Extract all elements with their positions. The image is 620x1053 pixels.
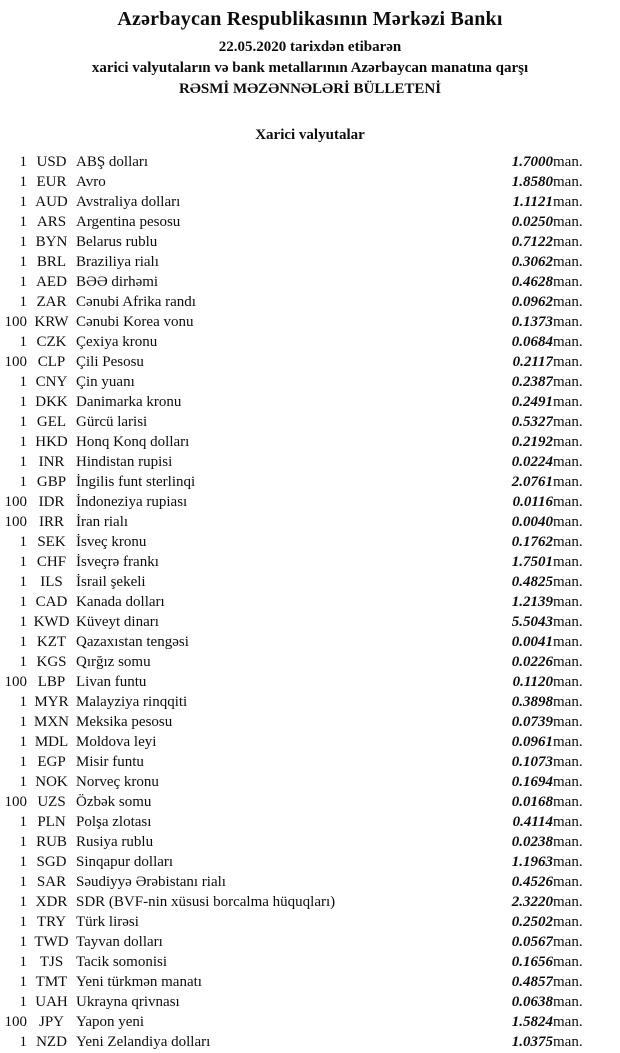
unit-cell: man. <box>553 794 583 810</box>
rate-cell: 1.8580 <box>511 174 553 190</box>
rate-cell: 2.0761 <box>511 474 553 490</box>
quantity-cell: 1 <box>19 534 27 550</box>
table-row <box>0 432 604 452</box>
rate-cell: 0.0238 <box>511 834 553 850</box>
currency-name-cell: Kanada dolları <box>76 594 165 610</box>
table-row <box>0 232 604 252</box>
rate-cell: 5.5043 <box>511 614 553 630</box>
unit-cell: man. <box>553 654 583 670</box>
currency-code-cell: KGS <box>36 654 67 670</box>
quantity-cell: 1 <box>19 474 27 490</box>
currency-code-cell: TWD <box>34 934 69 950</box>
quantity-cell: 100 <box>4 514 27 530</box>
currency-name-cell: Hindistan rupisi <box>76 454 173 470</box>
unit-cell: man. <box>553 294 583 310</box>
unit-cell: man. <box>553 734 583 750</box>
table-row <box>0 492 604 512</box>
unit-cell: man. <box>553 914 583 930</box>
unit-cell: man. <box>553 174 583 190</box>
table-row <box>0 312 604 332</box>
currency-name-cell: Gürcü larisi <box>76 414 148 430</box>
rate-cell: 0.2491 <box>511 394 553 410</box>
exchange-rates-table <box>0 152 604 1052</box>
currency-name-cell: Ukrayna qrivnası <box>76 994 180 1010</box>
currency-name-cell: Braziliya rialı <box>76 254 159 270</box>
currency-code-cell: GBP <box>36 474 67 490</box>
currency-code-cell: JPY <box>38 1014 64 1030</box>
currency-code-cell: RUB <box>36 834 67 850</box>
quantity-cell: 1 <box>19 814 27 830</box>
table-row <box>0 732 604 752</box>
currency-name-cell: Yeni Zelandiya dolları <box>76 1034 211 1050</box>
currency-code-cell: KWD <box>33 614 70 630</box>
currency-name-cell: Yeni türkmən manatı <box>76 974 202 990</box>
currency-code-cell: MXN <box>33 714 69 730</box>
currency-name-cell: Özbək somu <box>76 794 152 810</box>
table-row <box>0 332 604 352</box>
rate-cell: 1.1121 <box>512 194 553 210</box>
table-row <box>0 752 604 772</box>
unit-cell: man. <box>553 1014 583 1030</box>
currency-name-cell: ABŞ dolları <box>76 154 149 170</box>
currency-name-cell: İran rialı <box>76 514 129 530</box>
unit-cell: man. <box>553 454 583 470</box>
currency-name-cell: Avro <box>76 174 106 190</box>
currency-code-cell: NOK <box>35 774 68 790</box>
rate-cell: 0.2502 <box>511 914 553 930</box>
quantity-cell: 1 <box>19 154 27 170</box>
table-row <box>0 992 604 1012</box>
table-row <box>0 652 604 672</box>
table-row <box>0 1032 604 1052</box>
quantity-cell: 1 <box>19 914 27 930</box>
currency-code-cell: DKK <box>35 394 68 410</box>
unit-cell: man. <box>553 754 583 770</box>
currency-code-cell: CLP <box>37 354 66 370</box>
unit-cell: man. <box>553 214 583 230</box>
unit-cell: man. <box>553 334 583 350</box>
rate-cell: 0.4526 <box>511 874 553 890</box>
quantity-cell: 1 <box>19 654 27 670</box>
unit-cell: man. <box>553 154 583 170</box>
currency-code-cell: SEK <box>37 534 66 550</box>
unit-cell: man. <box>553 434 583 450</box>
quantity-cell: 1 <box>19 254 27 270</box>
currency-code-cell: IRR <box>38 514 64 530</box>
subject-line: xarici valyutaların və bank metallarının Azərbaycan manatına qarşı <box>91 60 529 76</box>
currency-name-cell: Avstraliya dolları <box>76 194 181 210</box>
rate-cell: 0.0224 <box>511 454 553 470</box>
table-row <box>0 272 604 292</box>
rate-cell: 0.7122 <box>511 234 553 250</box>
rate-cell: 1.5824 <box>511 1014 553 1030</box>
quantity-cell: 1 <box>19 214 27 230</box>
currency-code-cell: NZD <box>36 1034 67 1050</box>
quantity-cell: 1 <box>19 234 27 250</box>
rate-cell: 0.4857 <box>511 974 553 990</box>
unit-cell: man. <box>553 474 583 490</box>
quantity-cell: 1 <box>19 374 27 390</box>
quantity-cell: 1 <box>19 174 27 190</box>
rate-cell: 0.5327 <box>511 414 553 430</box>
currency-code-cell: BYN <box>35 234 68 250</box>
currency-code-cell: INR <box>38 454 65 470</box>
currency-code-cell: CNY <box>35 374 68 390</box>
quantity-cell: 1 <box>19 634 27 650</box>
rate-cell: 0.0739 <box>511 714 553 730</box>
currency-name-cell: Norveç kronu <box>76 774 159 790</box>
currency-name-cell: Moldova leyi <box>76 734 157 750</box>
table-row <box>0 252 604 272</box>
quantity-cell: 1 <box>19 1034 27 1050</box>
currency-code-cell: ZAR <box>36 294 67 310</box>
unit-cell: man. <box>553 494 583 510</box>
rate-cell: 0.0962 <box>511 294 553 310</box>
currency-name-cell: Meksika pesosu <box>76 714 173 730</box>
currency-name-cell: BƏƏ dirhəmi <box>76 274 159 290</box>
rate-cell: 0.3062 <box>511 254 553 270</box>
rate-cell: 0.1073 <box>511 754 553 770</box>
rate-cell: 0.0961 <box>511 734 553 750</box>
currency-name-cell: Türk lirəsi <box>76 914 139 930</box>
currency-name-cell: İsveç kronu <box>76 534 147 550</box>
currency-name-cell: Danimarka kronu <box>76 394 182 410</box>
table-row <box>0 532 604 552</box>
table-row <box>0 972 604 992</box>
table-row <box>0 792 604 812</box>
quantity-cell: 1 <box>19 874 27 890</box>
rate-cell: 0.1694 <box>511 774 553 790</box>
currency-code-cell: CAD <box>35 594 68 610</box>
rate-cell: 1.2139 <box>511 594 553 610</box>
table-row <box>0 832 604 852</box>
unit-cell: man. <box>553 254 583 270</box>
quantity-cell: 1 <box>19 294 27 310</box>
rate-cell: 0.4628 <box>511 274 553 290</box>
currency-code-cell: KZT <box>36 634 67 650</box>
quantity-cell: 1 <box>19 454 27 470</box>
currency-code-cell: CZK <box>36 334 67 350</box>
unit-cell: man. <box>553 774 583 790</box>
rate-cell: 0.2117 <box>512 354 553 370</box>
currency-name-cell: Küveyt dinarı <box>76 614 159 630</box>
currency-code-cell: GEL <box>36 414 67 430</box>
rate-cell: 1.1963 <box>511 854 553 870</box>
rate-cell: 0.4114 <box>512 814 553 830</box>
quantity-cell: 1 <box>19 894 27 910</box>
table-row <box>0 932 604 952</box>
currency-code-cell: TMT <box>35 974 68 990</box>
unit-cell: man. <box>553 954 583 970</box>
unit-cell: man. <box>553 534 583 550</box>
unit-cell: man. <box>553 314 583 330</box>
rate-cell: 1.0375 <box>511 1034 553 1050</box>
table-row <box>0 852 604 872</box>
rate-cell: 0.1120 <box>512 674 553 690</box>
table-row <box>0 172 604 192</box>
currency-code-cell: TRY <box>36 914 67 930</box>
rate-cell: 0.0684 <box>511 334 553 350</box>
currency-name-cell: Sinqapur dolları <box>76 854 174 870</box>
quantity-cell: 1 <box>19 754 27 770</box>
quantity-cell: 100 <box>4 354 27 370</box>
quantity-cell: 1 <box>19 554 27 570</box>
rates-table-body <box>0 152 604 1052</box>
currency-code-cell: EUR <box>36 174 67 190</box>
table-row <box>0 872 604 892</box>
table-row <box>0 152 604 172</box>
currency-code-cell: TJS <box>39 954 64 970</box>
currency-code-cell: XDR <box>35 894 68 910</box>
quantity-cell: 1 <box>19 734 27 750</box>
rate-cell: 0.4825 <box>511 574 553 590</box>
quantity-cell: 100 <box>4 314 27 330</box>
currency-code-cell: ARS <box>36 214 67 230</box>
table-row <box>0 772 604 792</box>
currency-code-cell: MDL <box>34 734 69 750</box>
currency-name-cell: Polşa zlotası <box>76 814 152 830</box>
unit-cell: man. <box>553 834 583 850</box>
quantity-cell: 1 <box>19 774 27 790</box>
unit-cell: man. <box>553 694 583 710</box>
bulletin-header <box>0 6 620 100</box>
unit-cell: man. <box>553 894 583 910</box>
currency-code-cell: BRL <box>36 254 67 270</box>
currency-name-cell: Misir funtu <box>76 754 144 770</box>
quantity-cell: 1 <box>19 714 27 730</box>
table-row <box>0 592 604 612</box>
currency-name-cell: Rusiya rublu <box>76 834 154 850</box>
quantity-cell: 1 <box>19 974 27 990</box>
currency-name-cell: Argentina pesosu <box>76 214 181 230</box>
table-row <box>0 692 604 712</box>
unit-cell: man. <box>553 374 583 390</box>
unit-cell: man. <box>553 614 583 630</box>
quantity-cell: 1 <box>19 414 27 430</box>
unit-cell: man. <box>553 1034 583 1050</box>
table-row <box>0 632 604 652</box>
table-row <box>0 612 604 632</box>
quantity-cell: 1 <box>19 434 27 450</box>
rate-cell: 0.0168 <box>511 794 553 810</box>
table-row <box>0 392 604 412</box>
currency-name-cell: Livan funtu <box>76 674 147 690</box>
currency-code-cell: SGD <box>36 854 67 870</box>
currency-code-cell: AED <box>36 274 67 290</box>
currency-code-cell: CHF <box>36 554 67 570</box>
quantity-cell: 1 <box>19 574 27 590</box>
quantity-cell: 1 <box>19 394 27 410</box>
currency-name-cell: Qazaxıstan tengəsi <box>76 634 189 650</box>
currency-code-cell: MYR <box>34 694 69 710</box>
table-row <box>0 572 604 592</box>
table-row <box>0 512 604 532</box>
quantity-cell: 1 <box>19 854 27 870</box>
unit-cell: man. <box>553 274 583 290</box>
currency-name-cell: İsrail şekeli <box>76 574 146 590</box>
rate-cell: 0.1656 <box>511 954 553 970</box>
unit-cell: man. <box>553 194 583 210</box>
quantity-cell: 1 <box>19 614 27 630</box>
bank-title: Azərbaycan Respublikasının Mərkəzi Bankı <box>117 8 503 30</box>
unit-cell: man. <box>553 234 583 250</box>
quantity-cell: 100 <box>4 494 27 510</box>
currency-code-cell: UZS <box>37 794 66 810</box>
table-row <box>0 712 604 732</box>
currency-name-cell: Honq Konq dolları <box>76 434 190 450</box>
rate-cell: 0.0226 <box>511 654 553 670</box>
rate-cell: 0.0040 <box>511 514 553 530</box>
rate-cell: 2.3220 <box>511 894 553 910</box>
currency-name-cell: Malayziya rinqqiti <box>76 694 188 710</box>
table-row <box>0 452 604 472</box>
quantity-cell: 1 <box>19 954 27 970</box>
effective-date-line: 22.05.2020 tarixdən etibarən <box>218 39 402 55</box>
quantity-cell: 100 <box>4 794 27 810</box>
currency-name-cell: Tacik somonisi <box>76 954 168 970</box>
unit-cell: man. <box>553 394 583 410</box>
currency-code-cell: HKD <box>35 434 68 450</box>
quantity-cell: 1 <box>19 194 27 210</box>
currency-code-cell: EGP <box>37 754 66 770</box>
currency-code-cell: ILS <box>40 574 63 590</box>
unit-cell: man. <box>553 574 583 590</box>
rate-cell: 0.0041 <box>511 634 553 650</box>
currency-name-cell: SDR (BVF-nin xüsusi borcalma hüquqları) <box>76 894 336 910</box>
currency-code-cell: SAR <box>36 874 67 890</box>
currency-code-cell: KRW <box>34 314 69 330</box>
rate-cell: 1.7501 <box>511 554 553 570</box>
currency-name-cell: Çexiya kronu <box>76 334 158 350</box>
table-row <box>0 892 604 912</box>
section-title-foreign-currencies: Xarici valyutalar <box>255 127 365 143</box>
table-row <box>0 412 604 432</box>
rate-cell: 0.0116 <box>512 494 553 510</box>
quantity-cell: 1 <box>19 994 27 1010</box>
unit-cell: man. <box>553 934 583 950</box>
rate-cell: 0.1762 <box>511 534 553 550</box>
quantity-cell: 1 <box>19 274 27 290</box>
currency-name-cell: Səudiyyə Ərəbistanı rialı <box>76 874 226 890</box>
currency-code-cell: LBP <box>37 674 66 690</box>
rate-cell: 0.0567 <box>511 934 553 950</box>
quantity-cell: 1 <box>19 334 27 350</box>
unit-cell: man. <box>553 974 583 990</box>
quantity-cell: 1 <box>19 934 27 950</box>
rate-cell: 1.7000 <box>511 154 553 170</box>
currency-name-cell: Çin yuanı <box>76 374 135 390</box>
currency-name-cell: İsveçrə frankı <box>76 554 159 570</box>
quantity-cell: 100 <box>4 1014 27 1030</box>
currency-code-cell: UAH <box>35 994 68 1010</box>
currency-name-cell: Tayvan dolları <box>76 934 163 950</box>
currency-code-cell: PLN <box>37 814 66 830</box>
quantity-cell: 1 <box>19 834 27 850</box>
currency-name-cell: İngilis funt sterlinqi <box>76 474 196 490</box>
unit-cell: man. <box>553 994 583 1010</box>
quantity-cell: 1 <box>19 694 27 710</box>
currency-name-cell: İndoneziya rupiası <box>76 494 188 510</box>
currency-name-cell: Yapon yeni <box>76 1014 145 1030</box>
table-row <box>0 552 604 572</box>
table-row <box>0 292 604 312</box>
quantity-cell: 100 <box>4 674 27 690</box>
rate-cell: 0.2387 <box>511 374 553 390</box>
table-row <box>0 372 604 392</box>
unit-cell: man. <box>553 874 583 890</box>
rate-cell: 0.0638 <box>511 994 553 1010</box>
currency-code-cell: IDR <box>38 494 65 510</box>
rate-cell: 0.1373 <box>511 314 553 330</box>
unit-cell: man. <box>553 714 583 730</box>
currency-code-cell: USD <box>36 154 67 170</box>
currency-name-cell: Cənubi Afrika randı <box>76 294 196 310</box>
currency-name-cell: Belarus rublu <box>76 234 158 250</box>
unit-cell: man. <box>553 854 583 870</box>
unit-cell: man. <box>553 674 583 690</box>
unit-cell: man. <box>553 814 583 830</box>
table-row <box>0 212 604 232</box>
unit-cell: man. <box>553 514 583 530</box>
unit-cell: man. <box>553 414 583 430</box>
bulletin-title: RƏSMİ MƏZƏNNƏLƏRİ BÜLLETENİ <box>178 81 442 97</box>
table-row <box>0 912 604 932</box>
unit-cell: man. <box>553 594 583 610</box>
rate-cell: 0.2192 <box>511 434 553 450</box>
currency-code-cell: AUD <box>35 194 68 210</box>
quantity-cell: 1 <box>19 594 27 610</box>
unit-cell: man. <box>553 354 583 370</box>
table-row <box>0 952 604 972</box>
table-row <box>0 472 604 492</box>
currency-name-cell: Cənubi Korea vonu <box>76 314 194 330</box>
unit-cell: man. <box>553 634 583 650</box>
rate-cell: 0.3898 <box>511 694 553 710</box>
currency-name-cell: Qırğız somu <box>76 654 151 670</box>
table-row <box>0 192 604 212</box>
rate-cell: 0.0250 <box>511 214 553 230</box>
table-row <box>0 1012 604 1032</box>
unit-cell: man. <box>553 554 583 570</box>
table-row <box>0 812 604 832</box>
table-row <box>0 672 604 692</box>
currency-name-cell: Çili Pesosu <box>76 354 144 370</box>
table-row <box>0 352 604 372</box>
